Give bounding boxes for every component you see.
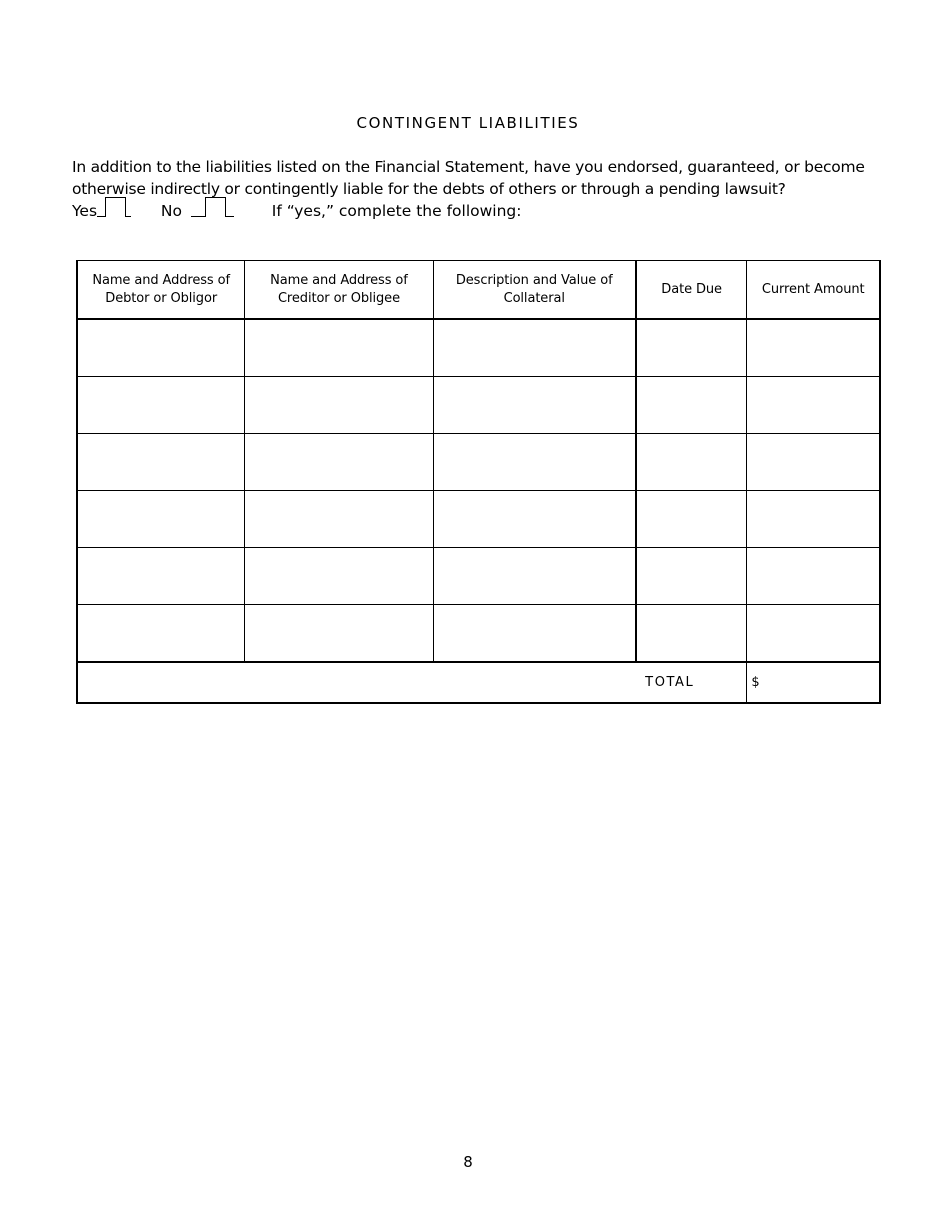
yes-checkbox[interactable] [105, 197, 126, 217]
cell-current-amount[interactable] [747, 377, 880, 434]
table-row [77, 377, 880, 434]
cell-date-due[interactable] [636, 548, 747, 605]
no-label: No [160, 202, 182, 220]
cell-collateral[interactable] [433, 319, 636, 377]
cell-date-due[interactable] [636, 605, 747, 663]
cell-collateral[interactable] [433, 548, 636, 605]
table-row [77, 605, 880, 663]
yes-blank-right [126, 200, 131, 217]
header-collateral: Description and Value of Collateral [433, 261, 636, 320]
question-line-2: otherwise indirectly or contingently liable for the debts of others or through a pending lawsuit? [72, 180, 786, 198]
cell-creditor[interactable] [245, 319, 433, 377]
cell-debtor[interactable] [77, 319, 245, 377]
table-row [77, 434, 880, 491]
question-line-1: In addition to the liabilities listed on the Financial Statement, have you endorsed, guaranteed, or become [72, 158, 865, 176]
yes-label: Yes [72, 202, 98, 220]
cell-debtor[interactable] [77, 548, 245, 605]
header-date-due: Date Due [636, 261, 747, 320]
table-row [77, 548, 880, 605]
yes-no-answer [72, 200, 522, 222]
question-text [72, 156, 892, 200]
header-current-amount: Current Amount [747, 261, 880, 320]
table-header-row [77, 261, 880, 320]
cell-creditor[interactable] [245, 491, 433, 548]
no-blank-left [191, 200, 205, 217]
cell-current-amount[interactable] [747, 491, 880, 548]
header-debtor: Name and Address of Debtor or Obligor [77, 261, 245, 320]
cell-collateral[interactable] [433, 605, 636, 663]
instruction-text: If “yes,” complete the following: [271, 202, 522, 220]
cell-debtor[interactable] [77, 605, 245, 663]
cell-date-due[interactable] [636, 434, 747, 491]
cell-creditor[interactable] [245, 434, 433, 491]
cell-debtor[interactable] [77, 434, 245, 491]
no-blank-right [226, 200, 234, 217]
table-row [77, 491, 880, 548]
cell-creditor[interactable] [245, 548, 433, 605]
total-amount-field[interactable]: $ [747, 662, 880, 703]
cell-current-amount[interactable] [747, 434, 880, 491]
header-creditor: Name and Address of Creditor or Obligee [245, 261, 433, 320]
page-title: CONTINGENT LIABILITIES [356, 114, 580, 132]
cell-current-amount[interactable] [747, 605, 880, 663]
cell-creditor[interactable] [245, 605, 433, 663]
no-checkbox[interactable] [205, 197, 226, 217]
contingent-liabilities-table [76, 260, 881, 704]
cell-date-due[interactable] [636, 491, 747, 548]
page-number: 8 [463, 1153, 473, 1171]
yes-blank-left [97, 200, 105, 217]
table-row [77, 319, 880, 377]
cell-current-amount[interactable] [747, 548, 880, 605]
total-row [77, 662, 880, 703]
cell-debtor[interactable] [77, 491, 245, 548]
cell-current-amount[interactable] [747, 319, 880, 377]
cell-creditor[interactable] [245, 377, 433, 434]
cell-debtor[interactable] [77, 377, 245, 434]
cell-date-due[interactable] [636, 377, 747, 434]
cell-collateral[interactable] [433, 377, 636, 434]
cell-collateral[interactable] [433, 434, 636, 491]
total-label: TOTAL [77, 662, 747, 703]
cell-collateral[interactable] [433, 491, 636, 548]
cell-date-due[interactable] [636, 319, 747, 377]
